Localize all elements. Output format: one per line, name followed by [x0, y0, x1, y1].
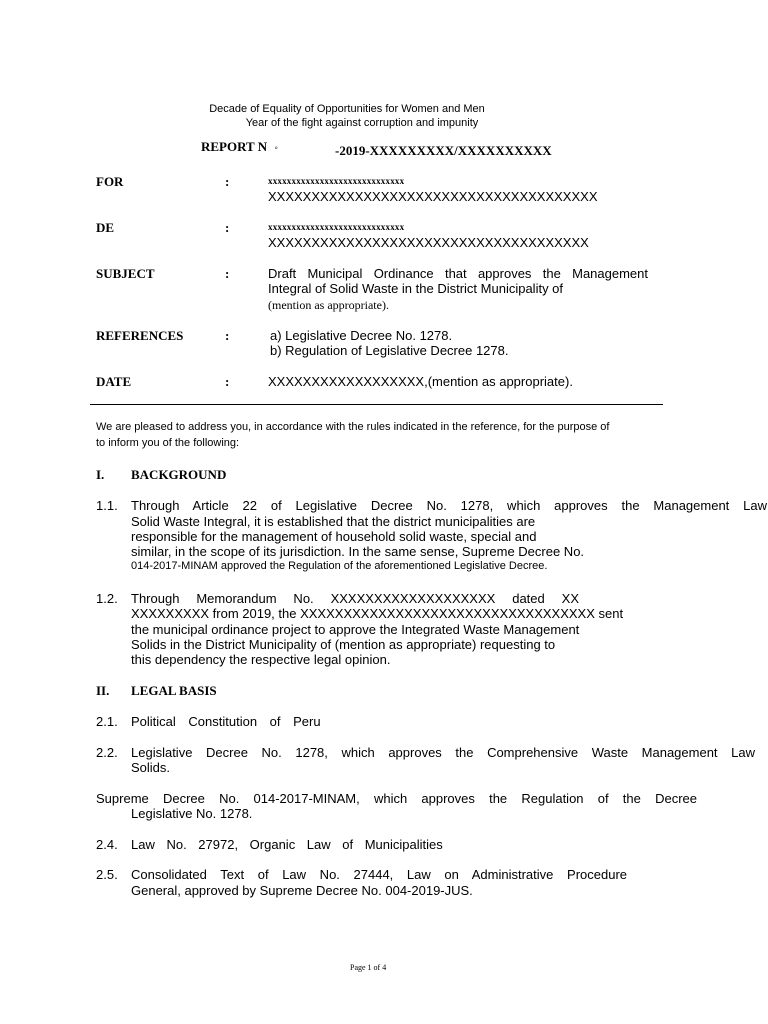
field-references-line1: a) Legislative Decree No. 1278.	[270, 328, 453, 343]
item-2-4-number: 2.4.	[96, 837, 118, 852]
page-number: Page 1 of 4	[350, 963, 387, 972]
section1-number: I.	[96, 467, 105, 482]
report-number: -2019-XXXXXXXXX/XXXXXXXXXX	[335, 143, 552, 158]
item-1-1-line1: Through Article 22 of Legislative Decree No. 1278, which approves the Management Law	[131, 498, 767, 513]
field-label-de: DE	[96, 220, 115, 235]
item-1-2-number: 1.2.	[96, 591, 118, 606]
item-1-2-line3: the municipal ordinance project to approve the Integrated Waste Management	[131, 622, 580, 637]
item-2-1-line1: Political Constitution of Peru	[131, 714, 321, 729]
item-2-5-line2: General, approved by Supreme Decree No. 004-2019-JUS.	[131, 883, 473, 898]
item-2-3-line2: Legislative No. 1278.	[131, 806, 253, 821]
item-1-2-line1: Through Memorandum No. XXXXXXXXXXXXXXXXXXX dated XX	[131, 591, 579, 606]
item-1-1-line3: responsible for the management of household solid waste, special and	[131, 529, 537, 544]
item-1-2-line5: this dependency the respective legal opinion.	[131, 652, 391, 667]
item-2-2-line1: Legislative Decree No. 1278, which approves the Comprehensive Waste Management Law	[131, 745, 755, 760]
header-decade-line: Decade of Equality of Opportunities for Women and Men	[209, 103, 485, 115]
field-label-subject: SUBJECT	[96, 266, 155, 281]
field-subject-line1: Draft Municipal Ordinance that approves the Management	[268, 266, 648, 281]
field-date-value: XXXXXXXXXXXXXXXXXX,(mention as appropriate).	[268, 374, 573, 389]
report-label: REPORT N	[201, 139, 268, 154]
field-de-line1: xxxxxxxxxxxxxxxxxxxxxxxxxxxxx	[268, 222, 405, 232]
item-1-1-line5: 014-2017-MINAM approved the Regulation of the aforementioned Legislative Decree.	[131, 560, 548, 572]
item-2-5-line1: Consolidated Text of Law No. 27444, Law on Administrative Procedure	[131, 867, 627, 882]
report-title	[201, 139, 278, 155]
field-subject-line2: Integral of Solid Waste in the District Municipality of	[268, 281, 564, 296]
field-label-references: REFERENCES	[96, 328, 184, 343]
section2-number: II.	[96, 683, 110, 698]
item-2-2-number: 2.2.	[96, 745, 118, 760]
header-year-line: Year of the fight against corruption and impunity	[245, 117, 479, 129]
item-2-1-number: 2.1.	[96, 714, 118, 729]
field-for-line1: xxxxxxxxxxxxxxxxxxxxxxxxxxxxx	[268, 176, 405, 186]
item-1-2-line4: Solids in the District Municipality of (mention as appropriate) requesting to	[131, 637, 556, 652]
item-2-3-line1: Supreme Decree No. 014-2017-MINAM, which approves the Regulation of the Decree	[96, 791, 697, 806]
degree-symbol: ◦	[274, 143, 278, 154]
field-references-line2: b) Regulation of Legislative Decree 1278.	[270, 343, 509, 358]
field-colon-date: :	[225, 374, 230, 389]
intro-line2: to inform you of the following:	[96, 437, 240, 449]
item-1-1-line4: similar, in the scope of its jurisdiction. In the same sense, Supreme Decree No.	[131, 544, 585, 559]
field-colon-references: :	[225, 328, 230, 343]
field-for-line2: XXXXXXXXXXXXXXXXXXXXXXXXXXXXXXXXXXXXXX	[268, 189, 598, 204]
field-colon-de: :	[225, 220, 230, 235]
item-1-1-number: 1.1.	[96, 498, 118, 513]
field-colon-for: :	[225, 174, 230, 189]
field-label-date: DATE	[96, 374, 132, 389]
header-divider	[90, 404, 663, 405]
section1-title: BACKGROUND	[131, 467, 227, 482]
item-1-2-line2: XXXXXXXXX from 2019, the XXXXXXXXXXXXXXXXXXXXXXXXXXXXXXXXXX sent	[131, 606, 624, 621]
item-2-5-number: 2.5.	[96, 867, 118, 882]
field-label-for: FOR	[96, 174, 124, 189]
field-colon-subject: :	[225, 266, 230, 281]
field-subject-line3: (mention as appropriate).	[268, 298, 389, 312]
item-2-4-line1: Law No. 27972, Organic Law of Municipalities	[131, 837, 443, 852]
item-2-2-line2: Solids.	[131, 760, 171, 775]
item-1-1-line2: Solid Waste Integral, it is established that the district municipalities are	[131, 514, 536, 529]
section2-title: LEGAL BASIS	[131, 683, 217, 698]
field-de-line2: XXXXXXXXXXXXXXXXXXXXXXXXXXXXXXXXXXXXX	[268, 235, 589, 250]
intro-line1: We are pleased to address you, in accordance with the rules indicated in the reference, for the purpose of	[96, 421, 610, 433]
